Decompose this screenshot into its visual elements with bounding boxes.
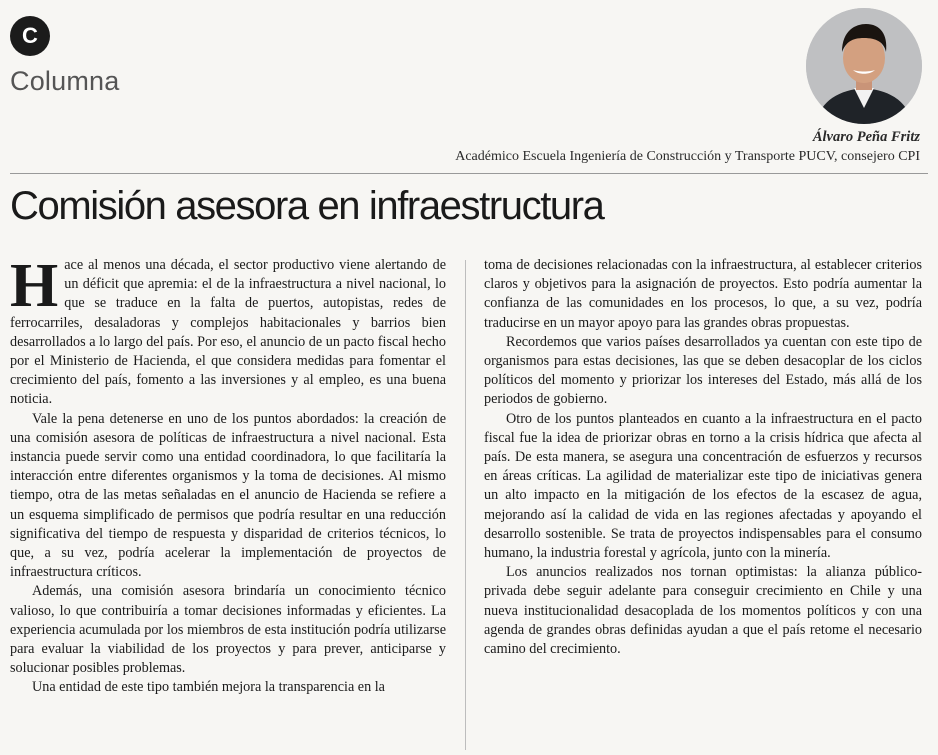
paragraph xyxy=(10,252,446,410)
section-badge xyxy=(10,16,50,56)
author-photo xyxy=(806,8,922,124)
header-divider xyxy=(10,173,928,174)
paragraph: Otro de los puntos planteados en cuanto a la infraestructura en el pacto fiscal fue la idea de priorizar obras en torno a la crisis hídrica que afecta al país. De esta manera, se asegura una concentración de esfuerzos y recursos en áreas críticas. La agilidad de materializar este tipo de iniciativas genera un alto impacto en la mitigación de los efectos de la escasez de agua, mejorando así la calidad de vida en las regiones afectadas y apoyando el desarrollo sostenible. Se trata de proyectos indispensables para el consumo humano, la industria forestal y agrícola, junto con la minería. xyxy=(484,410,922,562)
badge-letter: C xyxy=(22,23,38,48)
section-label: Columna xyxy=(10,66,120,96)
paragraph: Además, una comisión asesora brindaría un conocimiento técnico valioso, lo que contribuiría a tomar decisiones informadas y eficientes. La experiencia acumulada por los miembros de esta institución podría utilizarse para evaluar la viabilidad de los proyectos y para prever, anticiparse y solucionar posibles problemas. xyxy=(10,583,446,677)
column-divider xyxy=(465,260,466,750)
article-column-1 xyxy=(10,252,446,698)
paragraph: Los anuncios realizados nos tornan optimistas: la alianza público-privada debe seguir adelante para conseguir crecimiento en Chile y una nueva institucionalidad desacoplada de los momentos políticos y con una agenda de grandes obras definidas ayudan a que el país retome el necesario camino del crecimiento. xyxy=(484,564,922,658)
author-affiliation: Académico Escuela Ingeniería de Construcción y Transporte PUCV, consejero CPI xyxy=(455,149,920,164)
drop-cap: H xyxy=(10,252,59,320)
article-headline: Comisión asesora en infraestructura xyxy=(10,184,604,228)
paragraph: Vale la pena detenerse en uno de los puntos abordados: la creación de una comisión asesora de políticas de infraestructura a nivel nacional. Esta instancia puede servir como una entidad coordinadora, lo que facilitaría la interacción entre diferentes organismos y la toma de decisiones. Al mismo tiempo, otra de las metas señaladas en el anuncio de Hacienda se refiere a un esquema simplificado de permisos que podría resultar en una reducción significativa del tiempo de respuesta y disparidad de criterios técnicos, lo que, a su vez, podría acelerar la implementación de proyectos de infraestructura críticos. xyxy=(10,410,446,581)
paragraph: toma de decisiones relacionadas con la infraestructura, al establecer criterios claros y objetivos para la asignación de proyectos. Esto podría aumentar la confianza de las comunidades en los procesos, lo que, a su vez, podría traducirse en un mayor apoyo para las grandes obras propuestas. xyxy=(484,257,922,331)
paragraph: Recordemos que varios países desarrollados ya cuentan con este tipo de organismos para estas decisiones, las que se deben desacoplar de los ciclos políticos del momento y priorizar los intereses del Estado, más allá de los periodos de gobierno. xyxy=(484,333,922,408)
paragraph: Una entidad de este tipo también mejora la transparencia en la xyxy=(32,679,385,696)
article-column-2 xyxy=(484,256,922,659)
paragraph-text: ace al menos una década, el sector productivo viene alertando de un déficit que apremia: el de la infraestructura a nivel nacional, lo que se traduce en la falta de puertos, autopistas, redes de ferrocarriles, desaladoras y complejos habitacionales y barrios bien desarrollados a lo largo del país. Por eso, el anuncio de un pacto fiscal hecho por el Ministerio de Hacienda, el que considera medidas para fomentar el crecimiento del país, fomento a las inversiones y al empleo, es una buena noticia. xyxy=(10,257,446,408)
author-portrait-icon xyxy=(806,8,922,124)
author-name: Álvaro Peña Fritz xyxy=(812,129,920,145)
